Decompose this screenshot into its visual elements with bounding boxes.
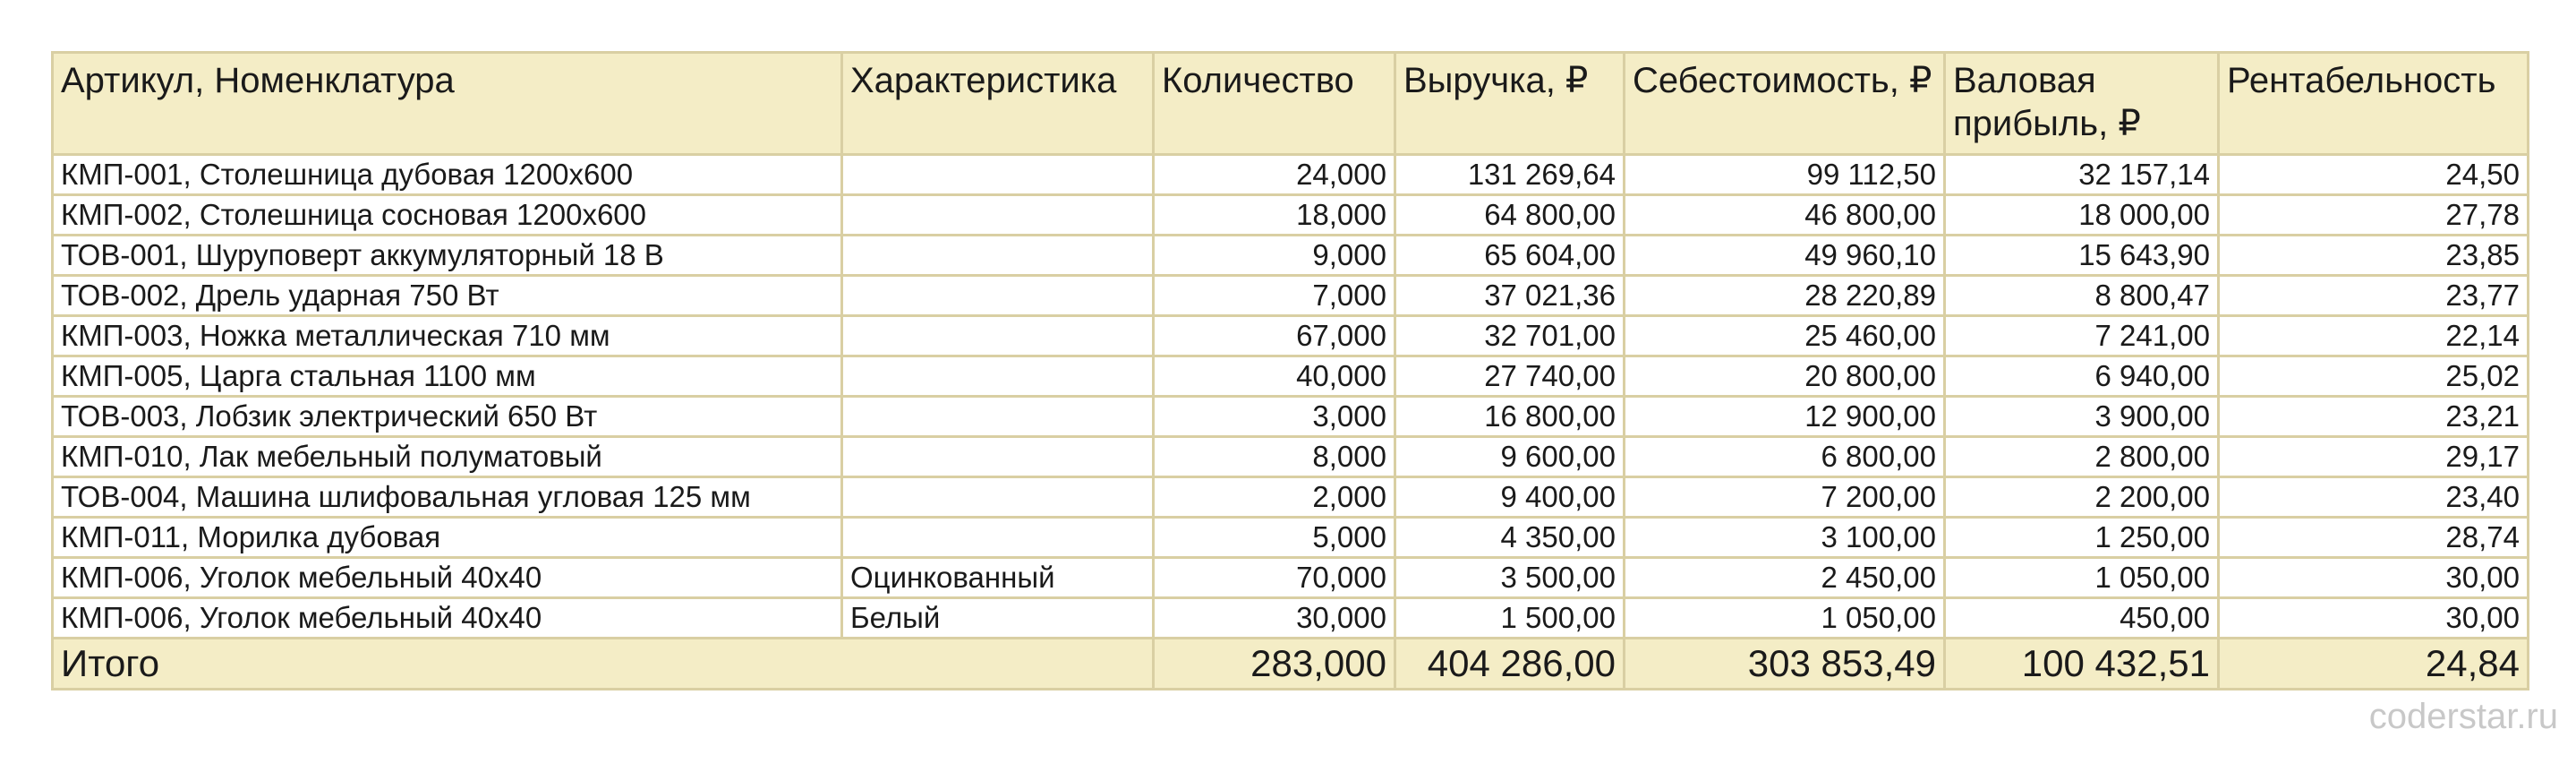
cell-revenue: 64 800,00 xyxy=(1395,195,1625,236)
header-gross-profit[interactable]: Валовая прибыль, ₽ xyxy=(1945,53,2219,155)
cell-quantity: 9,000 xyxy=(1154,236,1395,276)
table-row[interactable] xyxy=(53,518,2529,558)
cell-profitability: 28,74 xyxy=(2219,518,2529,558)
cell-profitability: 23,85 xyxy=(2219,236,2529,276)
cell-profitability: 30,00 xyxy=(2219,558,2529,598)
cell-article: КМП-001, Столешница дубовая 1200х600 xyxy=(53,155,842,195)
cell-profitability: 30,00 xyxy=(2219,598,2529,639)
cell-gross-profit: 1 050,00 xyxy=(1945,558,2219,598)
cell-cost: 99 112,50 xyxy=(1625,155,1945,195)
cell-article: КМП-002, Столешница сосновая 1200х600 xyxy=(53,195,842,236)
cell-revenue: 3 500,00 xyxy=(1395,558,1625,598)
cell-cost: 49 960,10 xyxy=(1625,236,1945,276)
cell-cost: 2 450,00 xyxy=(1625,558,1945,598)
cell-article: КМП-003, Ножка металлическая 710 мм xyxy=(53,316,842,356)
cell-gross-profit: 2 800,00 xyxy=(1945,437,2219,477)
totals-gross-profit: 100 432,51 xyxy=(1945,639,2219,690)
table-row[interactable] xyxy=(53,155,2529,195)
cell-revenue: 131 269,64 xyxy=(1395,155,1625,195)
table-body xyxy=(53,155,2529,639)
header-cost[interactable]: Себестоимость, ₽ xyxy=(1625,53,1945,155)
cell-profitability: 27,78 xyxy=(2219,195,2529,236)
cell-article: КМП-010, Лак мебельный полуматовый xyxy=(53,437,842,477)
cell-article: ТОВ-001, Шуруповерт аккумуляторный 18 В xyxy=(53,236,842,276)
cell-cost: 7 200,00 xyxy=(1625,477,1945,518)
cell-cost: 20 800,00 xyxy=(1625,356,1945,397)
cell-characteristic: Белый xyxy=(842,598,1154,639)
cell-quantity: 24,000 xyxy=(1154,155,1395,195)
cell-characteristic xyxy=(842,316,1154,356)
cell-article: КМП-006, Уголок мебельный 40х40 xyxy=(53,558,842,598)
cell-revenue: 65 604,00 xyxy=(1395,236,1625,276)
header-article[interactable]: Артикул, Номенклатура xyxy=(53,53,842,155)
cell-gross-profit: 8 800,47 xyxy=(1945,276,2219,316)
cell-article: КМП-005, Царга стальная 1100 мм xyxy=(53,356,842,397)
cell-revenue: 32 701,00 xyxy=(1395,316,1625,356)
cell-revenue: 1 500,00 xyxy=(1395,598,1625,639)
cell-profitability: 23,40 xyxy=(2219,477,2529,518)
totals-cost: 303 853,49 xyxy=(1625,639,1945,690)
cell-gross-profit: 32 157,14 xyxy=(1945,155,2219,195)
cell-profitability: 23,21 xyxy=(2219,397,2529,437)
cell-gross-profit: 450,00 xyxy=(1945,598,2219,639)
table-row[interactable] xyxy=(53,276,2529,316)
table-row[interactable] xyxy=(53,236,2529,276)
cell-cost: 3 100,00 xyxy=(1625,518,1945,558)
header-profitability[interactable]: Рентабельность xyxy=(2219,53,2529,155)
totals-profitability: 24,84 xyxy=(2219,639,2529,690)
cell-article: КМП-006, Уголок мебельный 40х40 xyxy=(53,598,842,639)
cell-profitability: 25,02 xyxy=(2219,356,2529,397)
cell-article: ТОВ-004, Машина шлифовальная угловая 125 мм xyxy=(53,477,842,518)
totals-revenue: 404 286,00 xyxy=(1395,639,1625,690)
cell-revenue: 27 740,00 xyxy=(1395,356,1625,397)
cell-cost: 1 050,00 xyxy=(1625,598,1945,639)
table-row[interactable] xyxy=(53,437,2529,477)
cell-article: КМП-011, Морилка дубовая xyxy=(53,518,842,558)
cell-revenue: 16 800,00 xyxy=(1395,397,1625,437)
cell-characteristic xyxy=(842,356,1154,397)
header-row xyxy=(53,53,2529,155)
cell-profitability: 22,14 xyxy=(2219,316,2529,356)
cell-gross-profit: 3 900,00 xyxy=(1945,397,2219,437)
cell-gross-profit: 6 940,00 xyxy=(1945,356,2219,397)
table-row[interactable] xyxy=(53,397,2529,437)
cell-revenue: 4 350,00 xyxy=(1395,518,1625,558)
table-row[interactable] xyxy=(53,316,2529,356)
cell-gross-profit: 18 000,00 xyxy=(1945,195,2219,236)
cell-quantity: 7,000 xyxy=(1154,276,1395,316)
cell-characteristic xyxy=(842,276,1154,316)
cell-cost: 12 900,00 xyxy=(1625,397,1945,437)
cell-revenue: 9 600,00 xyxy=(1395,437,1625,477)
cell-cost: 6 800,00 xyxy=(1625,437,1945,477)
cell-profitability: 24,50 xyxy=(2219,155,2529,195)
cell-gross-profit: 2 200,00 xyxy=(1945,477,2219,518)
cell-characteristic xyxy=(842,437,1154,477)
cell-article: ТОВ-003, Лобзик электрический 650 Вт xyxy=(53,397,842,437)
cell-characteristic: Оцинкованный xyxy=(842,558,1154,598)
cell-quantity: 67,000 xyxy=(1154,316,1395,356)
totals-quantity: 283,000 xyxy=(1154,639,1395,690)
cell-quantity: 5,000 xyxy=(1154,518,1395,558)
cell-revenue: 9 400,00 xyxy=(1395,477,1625,518)
cell-cost: 46 800,00 xyxy=(1625,195,1945,236)
header-revenue[interactable]: Выручка, ₽ xyxy=(1395,53,1625,155)
header-characteristic[interactable]: Характеристика xyxy=(842,53,1154,155)
cell-gross-profit: 15 643,90 xyxy=(1945,236,2219,276)
cell-characteristic xyxy=(842,518,1154,558)
cell-article: ТОВ-002, Дрель ударная 750 Вт xyxy=(53,276,842,316)
cell-characteristic xyxy=(842,155,1154,195)
table-row[interactable] xyxy=(53,195,2529,236)
cell-characteristic xyxy=(842,195,1154,236)
cell-revenue: 37 021,36 xyxy=(1395,276,1625,316)
table-row[interactable] xyxy=(53,356,2529,397)
totals-row xyxy=(53,639,2529,690)
cell-gross-profit: 7 241,00 xyxy=(1945,316,2219,356)
header-quantity[interactable]: Количество xyxy=(1154,53,1395,155)
cell-quantity: 18,000 xyxy=(1154,195,1395,236)
cell-quantity: 40,000 xyxy=(1154,356,1395,397)
cell-characteristic xyxy=(842,477,1154,518)
cell-quantity: 70,000 xyxy=(1154,558,1395,598)
cell-quantity: 30,000 xyxy=(1154,598,1395,639)
totals-label: Итого xyxy=(53,639,1154,690)
cell-characteristic xyxy=(842,236,1154,276)
cell-quantity: 2,000 xyxy=(1154,477,1395,518)
cell-profitability: 23,77 xyxy=(2219,276,2529,316)
cell-characteristic xyxy=(842,397,1154,437)
table-row[interactable] xyxy=(53,558,2529,598)
sales-report-table xyxy=(51,51,2529,691)
cell-cost: 28 220,89 xyxy=(1625,276,1945,316)
cell-profitability: 29,17 xyxy=(2219,437,2529,477)
table-row[interactable] xyxy=(53,477,2529,518)
cell-gross-profit: 1 250,00 xyxy=(1945,518,2219,558)
table-row[interactable] xyxy=(53,598,2529,639)
watermark: coderstar.ru xyxy=(2368,697,2558,736)
cell-quantity: 3,000 xyxy=(1154,397,1395,437)
cell-cost: 25 460,00 xyxy=(1625,316,1945,356)
cell-quantity: 8,000 xyxy=(1154,437,1395,477)
